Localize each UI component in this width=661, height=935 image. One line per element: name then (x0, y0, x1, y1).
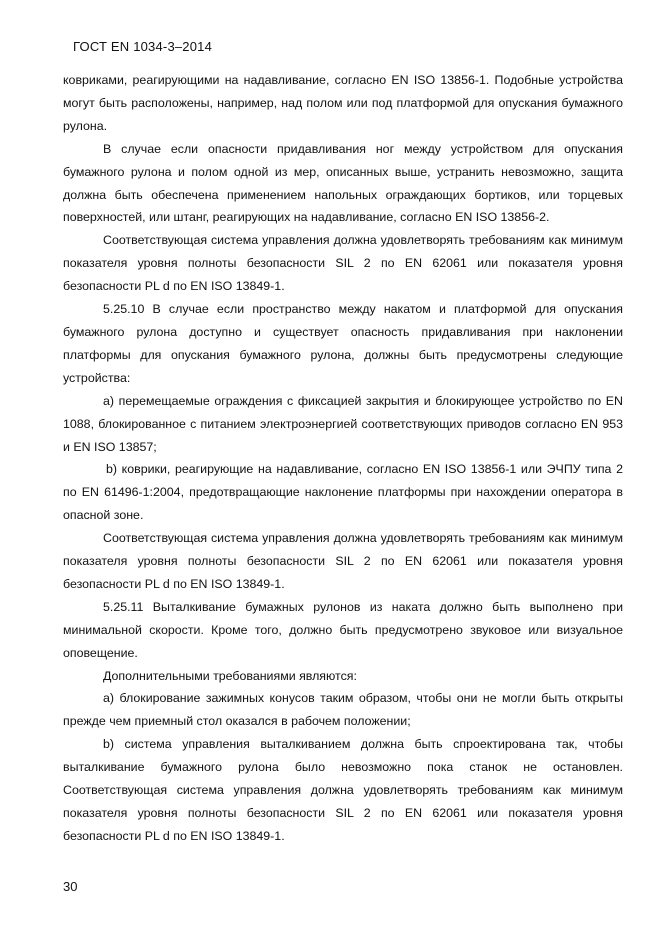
list-item-a-1: а) перемещаемые ограждения с фиксацией закрытия и блокирующее устройство по EN 1088, блокированное с питанием электроэнергией соответствующих приводов согласно EN 953 и EN ISO 13857; (63, 393, 623, 454)
paragraph-additional: Дополнительными требованиями являются: (103, 668, 357, 683)
clause-5-25-10: 5.25.10 В случае если пространство между накатом и платформой для опускания бумажного рулона доступно и существует опасность придавливания при наклонении платформы для опускания бумажного рулона, должны быть предусмотрены следующие устройства: (63, 302, 623, 385)
list-item-b-1: b) коврики, реагирующие на надавливание, согласно EN ISO 13856-1 или ЭЧПУ типа 2 по EN 61496-1:2004, предотвращающие наклонение платформы при нахождении оператора в опасной зоне. (63, 462, 623, 523)
clause-5-25-11: 5.25.11 Выталкивание бумажных рулонов из наката должно быть выполнено при минимальной скорости. Кроме того, должно быть предусмотрено звуковое или визуальное оповещение. (63, 599, 623, 660)
list-item-a-2: а) блокирование зажимных конусов таким образом, чтобы они не могли быть открыты прежде чем приемный стол оказался в рабочем положении; (63, 691, 623, 729)
paragraph-2: В случае если опасности придавливания ног между устройством для опускания бумажного рулона и полом одной из мер, описанных выше, устранить невозможно, защита должна быть обеспечена применением напольных ограждающих бортиков, или торцевых поверхностей, или штанг, реагирующих на надавливание, согласно EN ISO 13856-2. (63, 141, 623, 225)
page-number: 30 (63, 879, 78, 894)
paragraph-3: Соответствующая система управления должна удовлетворять требованиям как минимум показателя уровня полноты безопасности SIL 2 по EN 62061 или показателя уровня безопасности PL d по EN ISO 13849-1. (63, 233, 623, 294)
document-body (63, 69, 623, 848)
document-header: ГОСТ EN 1034-3–2014 (73, 39, 213, 54)
paragraph-control-system: Соответствующая система управления должна удовлетворять требованиям как минимум показателя уровня полноты безопасности SIL 2 по EN 62061 или показателя уровня безопасности PL d по EN ISO 13849-1. (63, 531, 623, 591)
list-item-b-2: b) система управления выталкиванием должна быть спроектирована так, чтобы выталкивание бумажного рулона было невозможно пока станок не остановлен. Соответствующая система управления должна удовлетворять требованиям как минимум показателя уровня полноты безопасности SIL 2 по EN 62061 или показателя уровня безопасности PL d по EN ISO 13849-1. (63, 737, 623, 843)
paragraph-1: ковриками, реагирующими на надавливание, согласно EN ISO 13856-1. Подобные устройства могут быть расположены, например, над полом или под платформой для опускания бумажного рулона. (63, 73, 623, 133)
